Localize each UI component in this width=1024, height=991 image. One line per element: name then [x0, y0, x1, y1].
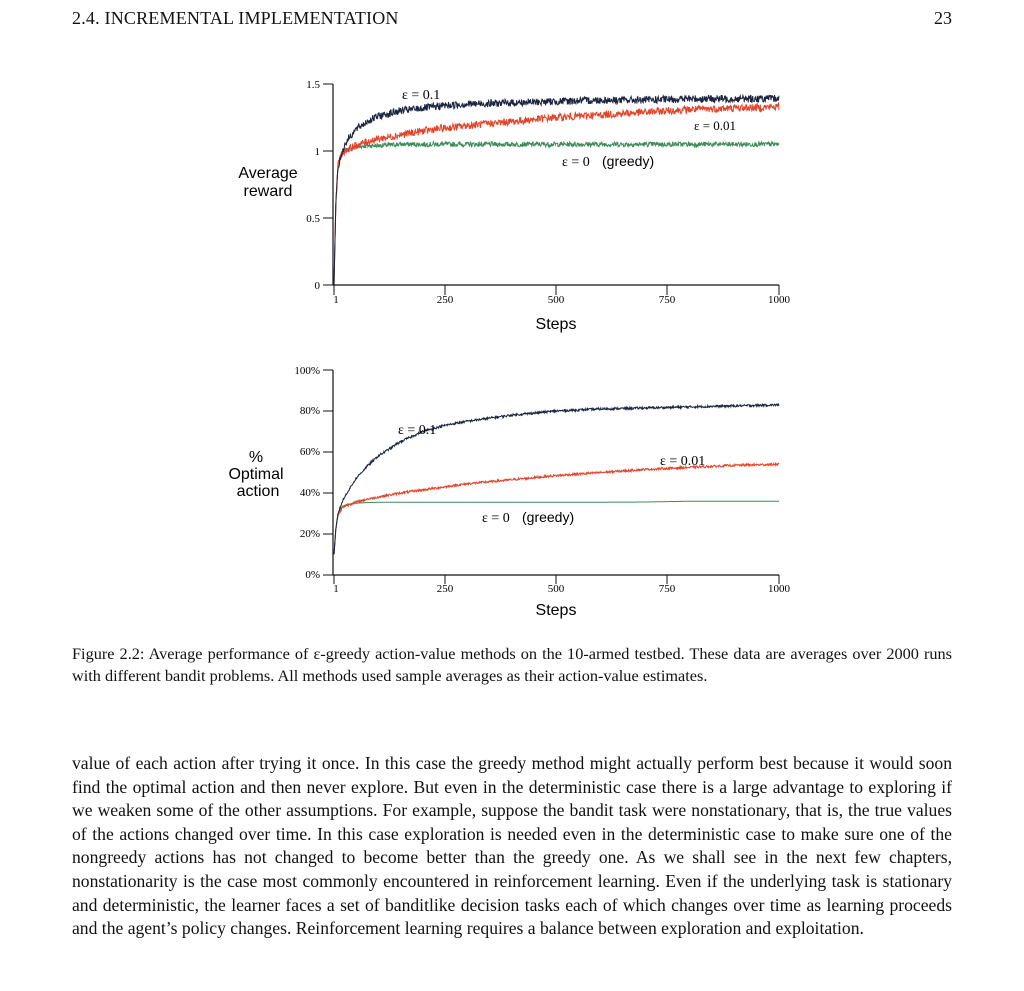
optimal-series-label-eps-0.01: ε = 0.01: [660, 454, 706, 469]
series-line--0-greedy-: [334, 142, 779, 285]
caption-text: Average performance of ε-greedy action-value methods on the 10-armed testbed. These data are averages over 2000 runs with different bandit problems. All methods used sample averages as their action-value estimates.: [72, 644, 953, 685]
optimal-series-label-greedy: [482, 509, 574, 526]
reward-ytick-label: 0: [314, 280, 320, 292]
reward-xtick-label: 1: [333, 294, 339, 306]
optimal-xticks: [333, 575, 790, 595]
reward-yticks: [306, 79, 333, 292]
reward-xticks: [333, 285, 790, 306]
reward-greedy-text: (greedy): [602, 153, 655, 169]
optimal-ytick-label: 40%: [299, 487, 320, 499]
reward-greedy-epsilon-part: ε = 0: [562, 155, 590, 170]
optimal-xtick-label: 500: [547, 583, 565, 595]
optimal-action-chart: [228, 365, 790, 619]
reward-ylabel-line2: reward: [243, 183, 293, 200]
optimal-xtick-label: 1000: [768, 583, 790, 595]
optimal-ylabel-line1: %: [248, 449, 264, 466]
reward-ytick-label: 1.5: [306, 79, 320, 91]
optimal-greedy-text: (greedy): [522, 509, 575, 525]
reward-xtick-label: 750: [658, 294, 676, 306]
optimal-greedy-epsilon-part: ε = 0: [482, 511, 510, 526]
reward-xlabel: Steps: [535, 316, 577, 333]
reward-ylabel-line1: Average: [238, 165, 298, 182]
optimal-ytick-label: 100%: [294, 365, 320, 377]
optimal-xlabel: Steps: [535, 602, 577, 619]
optimal-xtick-label: 250: [436, 583, 454, 595]
reward-ytick-label: 0.5: [306, 213, 320, 225]
optimal-yticks: [294, 365, 333, 581]
optimal-xtick-label: 750: [658, 583, 676, 595]
page-number: 23: [934, 8, 952, 28]
optimal-ytick-label: 0%: [305, 569, 320, 581]
reward-xtick-label: 250: [436, 294, 454, 306]
reward-xtick-label: 1000: [768, 294, 790, 306]
optimal-ytick-label: 60%: [299, 446, 320, 458]
reward-xtick-label: 500: [547, 294, 565, 306]
optimal-ylabel-line3: action: [236, 483, 280, 500]
reward-series-label-greedy: [562, 153, 654, 170]
optimal-ytick-label: 80%: [299, 405, 320, 417]
optimal-ytick-label: 20%: [299, 528, 320, 540]
reward-series-label-eps-0.01: ε = 0.01: [694, 118, 737, 133]
reward-chart: [238, 79, 790, 333]
body-paragraph: value of each action after trying it once. In this case the greedy method might actually perform best because it would soon find the optimal action and then never explore. But even in the deterministic case there is a large advantage to exploring if we weaken some of the other assumptions. For example, suppose the bandit task were nonstationary, that is, the true values of the actions changed over time. In this case exploration is needed even in the deterministic case to make sure one of the nongreedy actions has not changed to become better than the greedy one. As we shall see in the next few chapters, nonstationarity is the case most commonly encountered in reinforcement learning. Even if the underlying task is stationary and deterministic, the learner faces a set of banditlike decision tasks each of which changes over time as learning proceeds and the agent’s policy changes. Reinforcement learning requires a balance between exploration and exploitation.: [72, 753, 952, 939]
reward-series-label-eps-0.1: ε = 0.1: [402, 88, 441, 103]
section-title: 2.4. INCREMENTAL IMPLEMENTATION: [72, 8, 399, 28]
optimal-xtick-label: 1: [333, 583, 339, 595]
caption-label: Figure 2.2:: [72, 644, 145, 663]
reward-ytick-label: 1: [314, 146, 320, 158]
optimal-series-label-eps-0.1: ε = 0.1: [398, 423, 437, 438]
figure-caption: [72, 643, 952, 687]
optimal-ylabel-line2: Optimal: [228, 466, 284, 483]
